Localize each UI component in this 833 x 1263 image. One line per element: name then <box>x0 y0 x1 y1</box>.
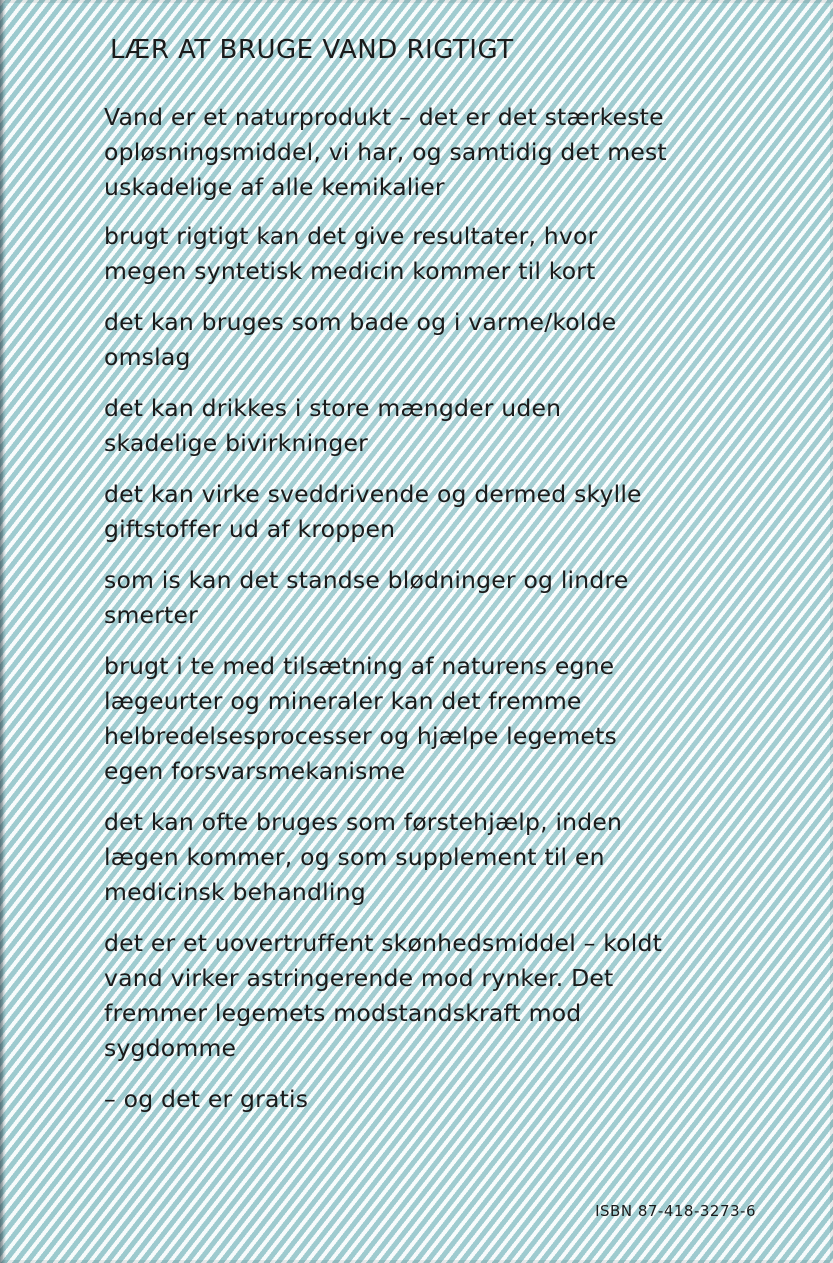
paragraph-line: egen forsvarsmekanisme <box>104 757 406 785</box>
paragraph-line: som is kan det standse blødninger og lindre <box>104 566 629 594</box>
paragraph-line: giftstoffer ud af kroppen <box>104 515 396 543</box>
paragraph-line: lægeurter og mineraler kan det fremme <box>104 687 582 715</box>
paragraph-baths <box>104 305 804 375</box>
paragraph-line: lægen kommer, og som supplement til en <box>104 843 605 871</box>
paragraph-drink <box>104 391 804 461</box>
paragraph-sweat <box>104 477 804 547</box>
cover-text <box>104 30 804 1133</box>
paragraph-ice <box>104 563 804 633</box>
paragraph-line: helbredelsesprocesser og hjælpe legemets <box>104 722 617 750</box>
paragraph-line: smerter <box>104 601 198 629</box>
paragraph-line: det kan virke sveddrivende og dermed skylle <box>104 480 642 508</box>
paragraph-intro <box>104 100 804 205</box>
paragraph-line: det er et uovertruffent skønhedsmiddel – koldt <box>104 929 663 957</box>
paragraph-tea <box>104 649 804 789</box>
paragraph-line: omslag <box>104 343 191 371</box>
paragraph-line: det kan drikkes i store mængder uden <box>104 394 562 422</box>
paragraph-line: fremmer legemets modstandskraft mod <box>104 999 582 1027</box>
spine-shadow <box>0 0 6 1263</box>
paragraph-line: medicinsk behandling <box>104 878 366 906</box>
paragraph-line: Vand er et naturprodukt – det er det stærkeste <box>104 103 664 131</box>
paragraph-line: megen syntetisk medicin kommer til kort <box>104 257 596 285</box>
paragraph-line: – og det er gratis <box>104 1085 309 1113</box>
paragraph-line: brugt rigtigt kan det give resultater, hvor <box>104 222 598 250</box>
paragraph-line: uskadelige af alle kemikalier <box>104 173 445 201</box>
paragraph-line: det kan ofte bruges som førstehjælp, inden <box>104 808 623 836</box>
paragraph-line: vand virker astringerende mod rynker. Det <box>104 964 614 992</box>
cover-title: LÆR AT BRUGE VAND RIGTIGT <box>110 35 514 65</box>
paragraph-free <box>104 1082 804 1117</box>
paragraph-first-aid <box>104 805 804 910</box>
paragraph-results <box>104 219 804 289</box>
isbn-number: ISBN 87-418-3273-6 <box>595 1202 756 1220</box>
paragraph-line: brugt i te med tilsætning af naturens egne <box>104 652 615 680</box>
paragraph-beauty <box>104 926 804 1066</box>
paragraph-line: skadelige bivirkninger <box>104 429 369 457</box>
paragraph-line: sygdomme <box>104 1034 237 1062</box>
paragraph-line: opløsningsmiddel, vi har, og samtidig det mest <box>104 138 667 166</box>
paragraph-line: det kan bruges som bade og i varme/kolde <box>104 308 617 336</box>
